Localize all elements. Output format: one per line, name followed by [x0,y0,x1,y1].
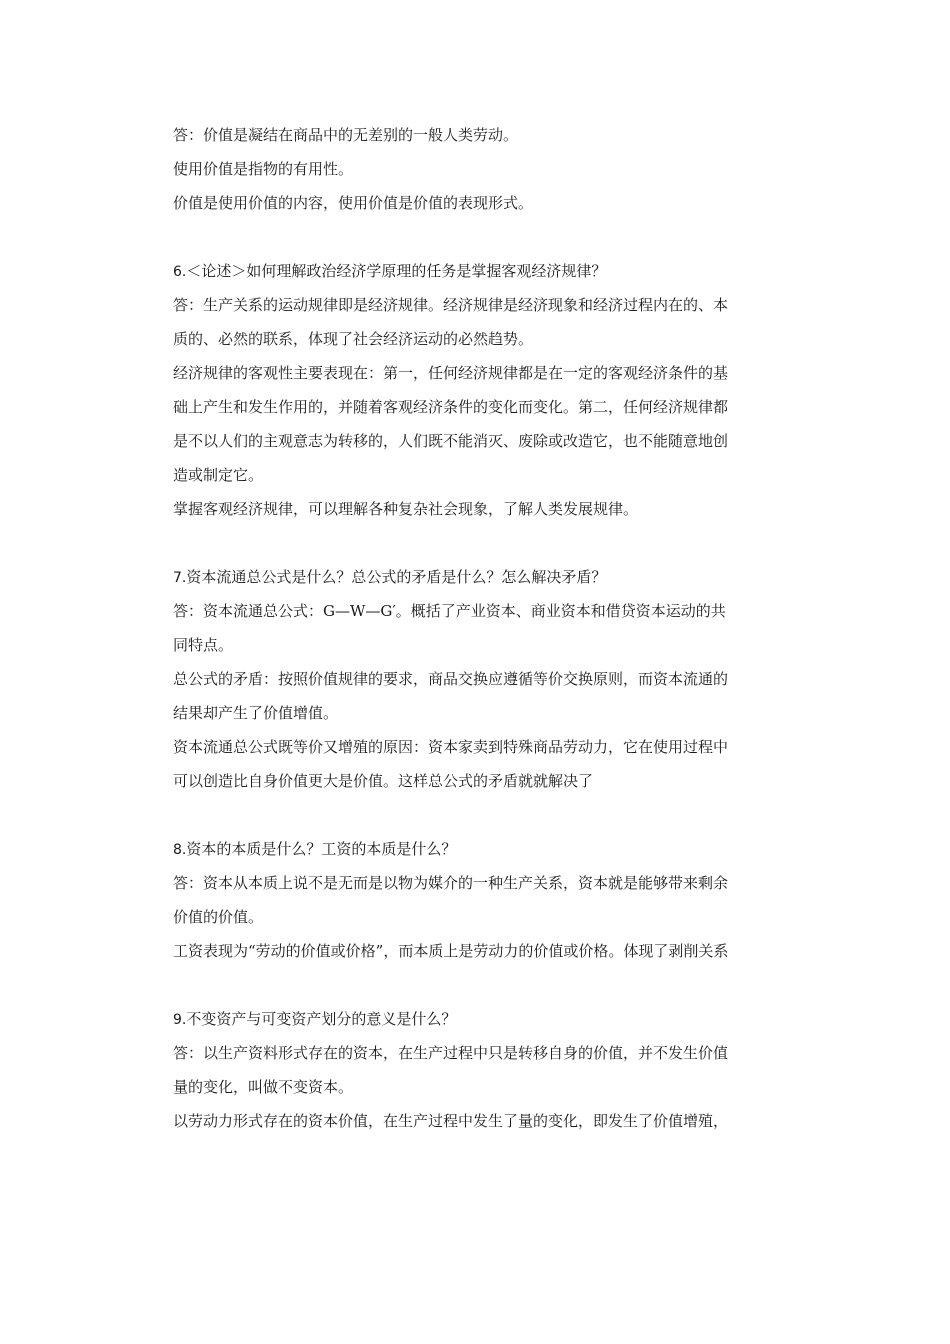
question-heading [173,560,813,594]
question-number: 9. [173,1012,187,1028]
answer-line: 总公式的矛盾：按照价值规律的要求，商品交换应遵循等价交换原则，而资本流通的 [173,670,729,688]
section-9 [173,1002,813,1138]
answer-line: 资本流通总公式既等价又增殖的原因：资本家卖到特殊商品劳动力，它在使用过程中 [173,738,729,756]
question-heading [173,254,813,288]
question-number: 6. [173,264,187,280]
answer-line: 结果却产生了价值增值。 [173,704,339,722]
answer-line: 量的变化，叫做不变资本。 [173,1078,354,1096]
question-heading [173,1002,813,1036]
answer-line: 础上产生和发生作用的，并随着客观经济条件的变化而变化。第二，任何经济规律都 [173,398,729,416]
answer-line: 可以创造比自身价值更大是价值。这样总公式的矛盾就就解决了 [173,772,594,790]
answer-line: 答：资本从本质上说不是无而是以物为媒介的一种生产关系，资本就是能够带来剩余 [173,874,729,892]
answer-line: 经济规律的客观性主要表现在：第一，任何经济规律都是在一定的客观经济条件的基 [173,364,729,382]
answer-line: 质的、必然的联系，体现了社会经济运动的必然趋势。 [173,330,534,348]
answer-line: 答：以生产资料形式存在的资本，在生产过程中只是转移自身的价值，并不发生价值 [173,1044,729,1062]
answer-line: 答：价值是凝结在商品中的无差别的一般人类劳动。 [173,126,519,144]
section-8 [173,832,813,968]
answer-line: 同特点。 [173,636,234,654]
document-page [173,118,813,1138]
answer-line: 价值的价值。 [173,908,264,926]
section-7 [173,560,813,798]
section-5-answer [173,118,813,220]
answer-line: 以劳动力形式存在的资本价值，在生产过程中发生了量的变化，即发生了价值增殖， [173,1112,729,1130]
question-text: 资本的本质是什么？工资的本质是什么？ [186,840,457,858]
question-number: 7. [173,570,187,586]
answer-line: 掌握客观经济规律，可以理解各种复杂社会现象，了解人类发展规律。 [173,500,639,518]
answer-line: 造或制定它。 [173,466,264,484]
answer-line: 是不以人们的主观意志为转移的，人们既不能消灭、废除或改造它，也不能随意地创 [173,432,729,450]
question-text: 资本流通总公式是什么？总公式的矛盾是什么？怎么解决矛盾？ [186,568,607,586]
section-6 [173,254,813,526]
answer-line: 价值是使用价值的内容，使用价值是价值的表现形式。 [173,194,534,212]
question-number: 8. [173,842,187,858]
question-text: 不变资产与可变资产划分的意义是什么？ [186,1010,457,1028]
question-heading [173,832,813,866]
answer-line: 工资表现为“劳动的价值或价格”，而本质上是劳动力的价值或价格。体现了剥削关系 [173,942,729,960]
answer-line: 使用价值是指物的有用性。 [173,160,354,178]
answer-line: 答：生产关系的运动规律即是经济规律。经济规律是经济现象和经济过程内在的、本 [173,296,729,314]
answer-line: 答：资本流通总公式：G—W—G′。概括了产业资本、商业资本和借贷资本运动的共 [173,602,726,620]
question-text: ＜论述＞如何理解政治经济学原理的任务是掌握客观经济规律？ [186,262,607,280]
